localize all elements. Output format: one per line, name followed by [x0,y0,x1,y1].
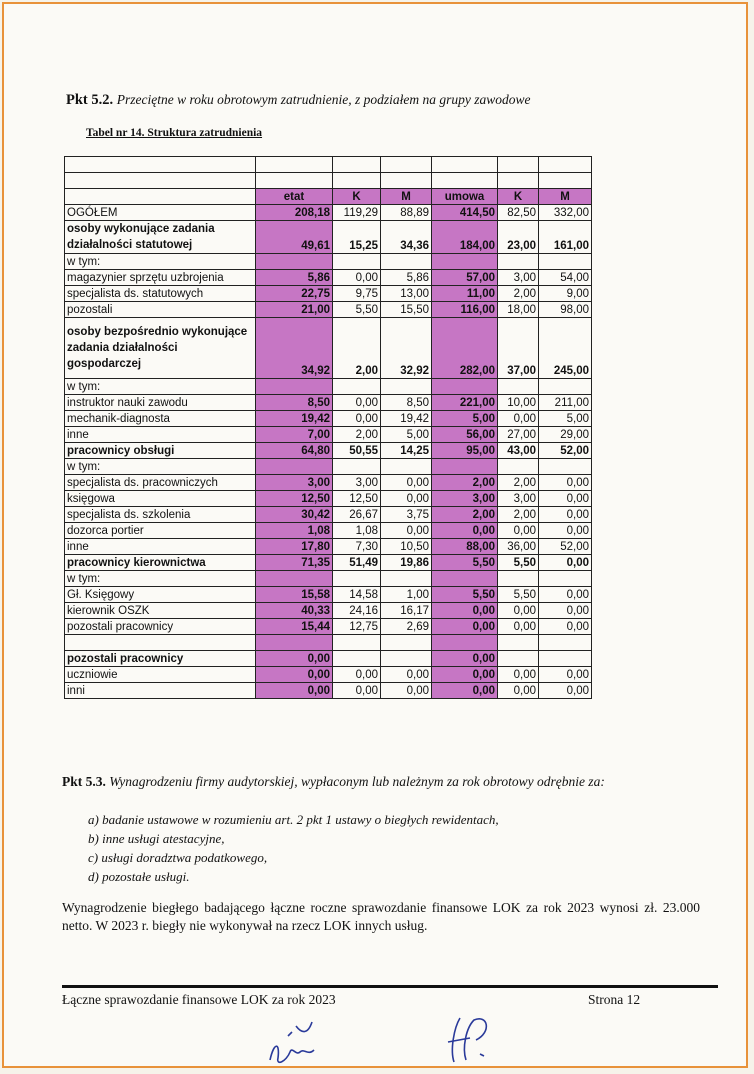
table-cell: 51,49 [333,555,381,571]
table-blank-row [65,157,592,173]
section-label: Pkt 5.3. [62,774,106,789]
table-cell [381,651,432,667]
table-cell: 30,42 [256,507,333,523]
row-label: dozorca portier [65,523,256,539]
table-cell [381,459,432,475]
table-cell [333,254,381,270]
table-cell [333,379,381,395]
table-cell: 8,50 [256,395,333,411]
table-row [65,443,592,459]
row-label: pracownicy obsługi [65,443,256,459]
list-item: a) badanie ustawowe w rozumieniu art. 2 pkt 1 ustawy o biegłych rewidentach, [88,812,499,827]
table-cell: 95,00 [432,443,498,459]
list-item: b) inne usługi atestacyjne, [88,831,225,846]
table-row [65,286,592,302]
table-cell [498,379,539,395]
table-cell: 10,00 [498,395,539,411]
table-row [65,270,592,286]
table-cell: 8,50 [381,395,432,411]
table-row [65,635,592,651]
table-cell: 2,00 [498,286,539,302]
row-label: uczniowie [65,667,256,683]
table-row [65,475,592,491]
table-cell: 24,16 [333,603,381,619]
table-cell [432,459,498,475]
table-cell: 0,00 [498,683,539,699]
table-cell: 0,00 [539,603,592,619]
table-cell: 12,50 [333,491,381,507]
table-cell: 7,30 [333,539,381,555]
table-cell: 208,18 [256,205,333,221]
signature-left [262,1012,332,1070]
table-cell: 15,58 [256,587,333,603]
table-row [65,302,592,318]
table-cell [432,379,498,395]
employment-structure-table [64,156,592,699]
table-cell: 88,89 [381,205,432,221]
table-row [65,395,592,411]
column-header: K [333,189,381,205]
table-cell [256,254,333,270]
section-heading-5-2 [66,92,530,109]
table-cell: 1,08 [256,523,333,539]
row-label: w tym: [65,254,256,270]
table-cell: 19,42 [256,411,333,427]
table-cell: 9,75 [333,286,381,302]
table-cell: 2,00 [333,318,381,379]
table-cell [381,379,432,395]
table-cell [498,254,539,270]
table-row [65,587,592,603]
column-header: umowa [432,189,498,205]
row-label: inni [65,683,256,699]
table-row [65,411,592,427]
table-row [65,507,592,523]
section-label: Pkt 5.2. [66,92,114,108]
table-cell: 211,00 [539,395,592,411]
table-cell [498,635,539,651]
row-label: księgowa [65,491,256,507]
table-cell: 0,00 [432,651,498,667]
table-cell: 0,00 [539,667,592,683]
row-label: osoby wykonujące zadania działalności statutowej [65,221,256,254]
table-cell: 26,67 [333,507,381,523]
table-cell [65,173,256,189]
table-row [65,379,592,395]
table-cell: 332,00 [539,205,592,221]
table-cell: 82,50 [498,205,539,221]
table-cell: 50,55 [333,443,381,459]
table-cell [381,635,432,651]
row-label: inne [65,539,256,555]
table-cell [539,173,592,189]
table-row [65,459,592,475]
table-cell: 88,00 [432,539,498,555]
table-cell: 116,00 [432,302,498,318]
table-cell [381,254,432,270]
table-cell: 3,75 [381,507,432,523]
table-row [65,221,592,254]
table-cell: 2,00 [432,475,498,491]
row-label: instruktor nauki zawodu [65,395,256,411]
table-cell [256,571,333,587]
table-row [65,205,592,221]
column-header: K [498,189,539,205]
table-cell [333,571,381,587]
table-cell: 43,00 [498,443,539,459]
table-cell: 14,25 [381,443,432,459]
table-cell [539,254,592,270]
table-cell [432,571,498,587]
table-cell: 5,86 [256,270,333,286]
table-cell: 0,00 [381,491,432,507]
table-cell: 5,50 [432,587,498,603]
table-cell [539,635,592,651]
table-cell [539,459,592,475]
table-cell [65,157,256,173]
table-cell: 414,50 [432,205,498,221]
table-row [65,683,592,699]
table-cell [539,379,592,395]
table-row [65,318,592,379]
table-cell: 0,00 [539,555,592,571]
table-cell: 0,00 [432,619,498,635]
footer-title: Łączne sprawozdanie finansowe LOK za rok 2023 [62,992,336,1007]
row-label: pozostali pracownicy [65,651,256,667]
table-cell: 36,00 [498,539,539,555]
table-row [65,491,592,507]
table-cell: 1,00 [381,587,432,603]
table-cell: 245,00 [539,318,592,379]
table-cell: 5,86 [381,270,432,286]
table-cell: 221,00 [432,395,498,411]
list-item: c) usługi doradztwa podatkowego, [88,850,268,865]
table-cell [333,173,381,189]
table-cell: 12,50 [256,491,333,507]
table-cell [65,189,256,205]
table-cell: 34,36 [381,221,432,254]
table-cell: 0,00 [333,411,381,427]
table-cell [498,157,539,173]
table-cell: 0,00 [539,507,592,523]
table-cell: 18,00 [498,302,539,318]
row-label: OGÓŁEM [65,205,256,221]
table-cell: 37,00 [498,318,539,379]
table-cell: 3,00 [432,491,498,507]
table-cell [256,635,333,651]
table-cell [333,157,381,173]
table-cell [498,651,539,667]
table-cell [256,459,333,475]
column-header: M [539,189,592,205]
auditor-fee-paragraph: Wynagrodzenie biegłego badającego łączne roczne sprawozdanie finansowe LOK za rok 2023 wynosi zł. 23.000 netto. W 2023 r. biegły nie wykonywał na rzecz LOK innych usług. [62,900,700,933]
table-cell: 5,50 [333,302,381,318]
table-cell: 52,00 [539,539,592,555]
table-cell: 0,00 [539,587,592,603]
table-cell [432,173,498,189]
column-header: M [381,189,432,205]
column-header: etat [256,189,333,205]
table-cell: 5,50 [498,587,539,603]
table-cell: 15,25 [333,221,381,254]
table-row [65,555,592,571]
table-cell [381,173,432,189]
table-blank-row [65,173,592,189]
table-cell: 0,00 [498,667,539,683]
table-cell: 0,00 [539,523,592,539]
table-cell [539,571,592,587]
table-cell: 0,00 [498,619,539,635]
table-cell: 0,00 [333,683,381,699]
section-5-3 [62,773,702,791]
table-cell: 13,00 [381,286,432,302]
list-item: d) pozostałe usługi. [88,869,190,884]
table-cell: 1,08 [333,523,381,539]
section-text: Wynagrodzeniu firmy audytorskiej, wypłaconym lub należnym za rok obrotowy odrębnie za: [109,774,605,789]
table-cell: 161,00 [539,221,592,254]
table-cell: 3,00 [498,270,539,286]
table-cell: 21,00 [256,302,333,318]
table-cell: 19,86 [381,555,432,571]
table-cell [333,651,381,667]
row-label: w tym: [65,571,256,587]
table-row [65,667,592,683]
table-cell: 3,00 [498,491,539,507]
table-cell: 3,00 [256,475,333,491]
row-label: kierownik OSZK [65,603,256,619]
table-cell: 7,00 [256,427,333,443]
table-cell: 0,00 [333,667,381,683]
table-cell: 32,92 [381,318,432,379]
table-cell: 10,50 [381,539,432,555]
table-cell: 23,00 [498,221,539,254]
table-cell: 0,00 [381,523,432,539]
row-label: pozostali pracownicy [65,619,256,635]
table-cell [498,173,539,189]
row-label: mechanik-diagnosta [65,411,256,427]
row-label [65,635,256,651]
table-cell: 64,80 [256,443,333,459]
page-number: Strona 12 [588,992,641,1007]
table-row [65,427,592,443]
table-cell: 0,00 [381,475,432,491]
table-title: Tabel nr 14. Struktura zatrudnienia [86,127,263,139]
table-cell: 14,58 [333,587,381,603]
table-cell: 184,00 [432,221,498,254]
table-cell: 15,44 [256,619,333,635]
table-cell: 0,00 [432,683,498,699]
row-label: w tym: [65,459,256,475]
table-cell: 5,00 [539,411,592,427]
table-cell: 0,00 [256,683,333,699]
table-cell [333,459,381,475]
table-row [65,571,592,587]
row-label: Gł. Księgowy [65,587,256,603]
table-cell: 98,00 [539,302,592,318]
table-cell: 52,00 [539,443,592,459]
table-cell: 2,69 [381,619,432,635]
table-cell [256,157,333,173]
table-row [65,603,592,619]
table-cell: 54,00 [539,270,592,286]
table-cell: 0,00 [432,603,498,619]
table-cell: 0,00 [498,603,539,619]
table-cell [539,157,592,173]
table-cell: 34,92 [256,318,333,379]
row-label: specjalista ds. szkolenia [65,507,256,523]
table-cell [381,157,432,173]
signature-right [440,1010,500,1070]
table-cell: 0,00 [333,270,381,286]
table-cell: 0,00 [539,475,592,491]
table-cell: 2,00 [498,475,539,491]
table-cell: 5,00 [381,427,432,443]
table-cell: 19,42 [381,411,432,427]
footer-divider [62,985,718,988]
table-cell [256,379,333,395]
table-cell: 71,35 [256,555,333,571]
table-cell: 0,00 [333,395,381,411]
table-cell: 2,00 [333,427,381,443]
table-cell [539,651,592,667]
table-cell: 119,29 [333,205,381,221]
row-label: pracownicy kierownictwa [65,555,256,571]
table-cell [381,571,432,587]
table-row [65,254,592,270]
table-cell: 11,00 [432,286,498,302]
section-text: Przeciętne w roku obrotowym zatrudnienie, z podziałem na grupy zawodowe [116,92,531,107]
table-cell [256,173,333,189]
row-label: w tym: [65,379,256,395]
fee-category-list [88,810,499,886]
table-cell: 40,33 [256,603,333,619]
table-cell: 282,00 [432,318,498,379]
table-cell [498,571,539,587]
table-cell: 57,00 [432,270,498,286]
table-cell: 2,00 [498,507,539,523]
table-cell: 12,75 [333,619,381,635]
row-label: specjalista ds. statutowych [65,286,256,302]
table-row [65,651,592,667]
table-cell [333,635,381,651]
table-cell: 56,00 [432,427,498,443]
table-cell: 9,00 [539,286,592,302]
table-cell: 5,50 [432,555,498,571]
table-cell [498,459,539,475]
table-cell: 0,00 [256,651,333,667]
table-cell: 0,00 [381,667,432,683]
table-cell: 0,00 [539,683,592,699]
table-cell: 29,00 [539,427,592,443]
table-cell: 0,00 [432,667,498,683]
table-cell [432,157,498,173]
table-cell: 15,50 [381,302,432,318]
table-cell: 27,00 [498,427,539,443]
row-label: inne [65,427,256,443]
table-row [65,619,592,635]
table-cell: 17,80 [256,539,333,555]
table-row [65,523,592,539]
table-header-row [65,189,592,205]
table-cell [432,635,498,651]
row-label: magazynier sprzętu uzbrojenia [65,270,256,286]
table-cell: 0,00 [432,523,498,539]
table-cell: 0,00 [539,619,592,635]
table-cell: 5,50 [498,555,539,571]
table-cell: 16,17 [381,603,432,619]
table-cell: 5,00 [432,411,498,427]
table-cell: 0,00 [381,683,432,699]
table-cell: 0,00 [498,411,539,427]
table-cell: 49,61 [256,221,333,254]
table-cell [432,254,498,270]
table-cell: 2,00 [432,507,498,523]
table-cell: 0,00 [256,667,333,683]
table-row [65,539,592,555]
row-label: specjalista ds. pracowniczych [65,475,256,491]
table-cell: 0,00 [539,491,592,507]
table-cell: 22,75 [256,286,333,302]
row-label: osoby bezpośrednio wykonujące zadania działalności gospodarczej [65,318,256,379]
row-label: pozostali [65,302,256,318]
table-cell: 0,00 [498,523,539,539]
table-cell: 3,00 [333,475,381,491]
